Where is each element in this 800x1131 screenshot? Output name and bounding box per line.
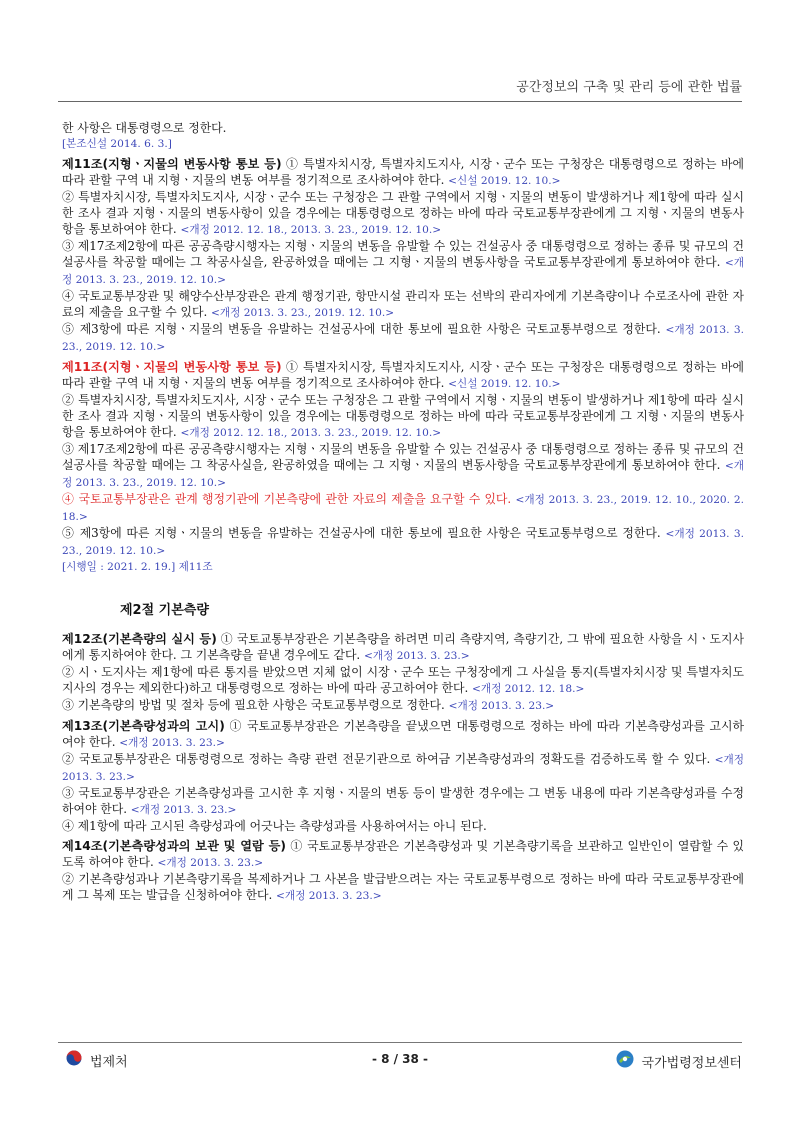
article-11-current-p1: 제11조(지형ㆍ지물의 변동사항 통보 등) ① 특별자치시장, 특별자치도지사, 시장ㆍ군수 또는 구청장은 대통령령으로 정하는 바에 따라 관할 구역 내 지형ㆍ지물의 변동 여부를 정기적으로 조사하여야 한다. <신설 2019. 12. 10.> [62, 157, 744, 187]
article-12-p2: ② 시ㆍ도지사는 제1항에 따른 통지를 받았으면 지체 없이 시장ㆍ군수 또는 구청장에게 그 사실을 통지(특별자치시장 및 특별자치도지사의 경우는 제외한다)하고 대통령령으로 정하는 바에 따라 공고하여야 한다. <개정 2012. 12. 18.> [62, 665, 744, 695]
prev-article-note: [본조신설 2014. 6. 3.] [62, 138, 172, 150]
article-title: 제14조(기본측량성과의 보관 및 열람 등) [62, 839, 286, 853]
effective-date-note: [시행일 : 2021. 2. 19.] 제11조 [62, 561, 213, 573]
article-11-current-p4: ④ 국토교통부장관 및 해양수산부장관은 관계 행정기관, 항만시설 관리자 또는 선박의 관리자에게 기본측량이나 수로조사에 관한 자료의 제출을 요구할 수 있다. <개정 2013. 3. 23., 2019. 12. 10.> [62, 289, 744, 319]
article-12-p1: 제12조(기본측량의 실시 등) ① 국토교통부장관은 기본측량을 하려면 미리 측량지역, 측량기간, 그 밖에 필요한 사항을 시ㆍ도지사에게 통지하여야 한다. 그 기본측량을 끝낸 경우에도 같다. <개정 2013. 3. 23.> [62, 632, 744, 662]
section-heading: 제2절 기본측량 [120, 603, 209, 618]
article-11-current-p3: ③ 제17조제2항에 따른 공공측량시행자는 지형ㆍ지물의 변동을 유발할 수 있는 건설공사 중 대통령령으로 정하는 종류 및 규모의 건설공사를 착공할 때에는 그 착공사실을, 완공하였을 때에는 그 지형ㆍ지물의 변동사항을 국토교통부장관에게 통보하여야 한다. <개정 2013. 3. 23., 2019. 12. 10.> [62, 239, 744, 286]
footer-right-text: 국가법령정보센터 [641, 1055, 742, 1071]
article-11-amended-p2: ② 특별자치시장, 특별자치도지사, 시장ㆍ군수 또는 구청장은 그 관할 구역에서 지형ㆍ지물의 변동이 발생하거나 제1항에 따라 실시한 조사 결과 지형ㆍ지물의 변동사항이 있을 경우에는 대통령령으로 정하는 바에 따라 국토교통부장관에게 그 지형ㆍ지물의 변동사항을 통보하여야 한다. <개정 2012. 12. 18., 2013. 3. 23., 2019. 12. 10.> [62, 393, 744, 439]
article-14-p1: 제14조(기본측량성과의 보관 및 열람 등) ① 국토교통부장관은 기본측량성과 및 기본측량기록을 보관하고 일반인이 열람할 수 있도록 하여야 한다. <개정 2013. 3. 23.> [62, 839, 744, 869]
prev-article-tail: 한 사항은 대통령령으로 정한다. [62, 121, 227, 135]
article-14-p2: ② 기본측량성과나 기본측량기록을 복제하거나 그 사본을 발급받으려는 자는 국토교통부령으로 정하는 바에 따라 국토교통부장관에게 그 복제 또는 발급을 신청하여야 한다. <개정 2013. 3. 23.> [62, 872, 744, 902]
article-12-p3: ③ 기본측량의 방법 및 절차 등에 필요한 사항은 국토교통부령으로 정한다. <개정 2013. 3. 23.> [62, 698, 555, 712]
article-13-p3: ③ 국토교통부장관은 기본측량성과를 고시한 후 지형ㆍ지물의 변동 등이 발생한 경우에는 그 변동 내용에 따라 기본측량성과를 수정하여야 한다. <개정 2013. 3. 23.> [62, 786, 744, 816]
article-11-current-p2: ② 특별자치시장, 특별자치도지사, 시장ㆍ군수 또는 구청장은 그 관할 구역에서 지형ㆍ지물의 변동이 발생하거나 제1항에 따라 실시한 조사 결과 지형ㆍ지물의 변동사항이 있을 경우에는 대통령령으로 정하는 바에 따라 국토교통부장관에게 그 지형ㆍ지물의 변동사항을 통보하여야 한다. <개정 2012. 12. 18., 2013. 3. 23., 2019. 12. 10.> [62, 190, 744, 236]
running-header: 공간정보의 구축 및 관리 등에 관한 법률 [516, 80, 742, 95]
article-11-current-p5: ⑤ 제3항에 따른 지형ㆍ지물의 변동을 유발하는 건설공사에 대한 통보에 필요한 사항은 국토교통부령으로 정한다. <개정 2013. 3. 23., 2019. 12. 10.> [62, 322, 744, 353]
article-13-p1: 제13조(기본측량성과의 고시) ① 국토교통부장관은 기본측량을 끝냈으면 대통령령으로 정하는 바에 따라 기본측량성과를 고시하여야 한다. <개정 2013. 3. 23.> [62, 719, 744, 749]
page-number: - 8 / 38 - [371, 1052, 429, 1066]
article-title: 제12조(기본측량의 실시 등) [62, 632, 217, 646]
article-11-amended-p5: ⑤ 제3항에 따른 지형ㆍ지물의 변동을 유발하는 건설공사에 대한 통보에 필요한 사항은 국토교통부령으로 정한다. <개정 2013. 3. 23., 2019. 12. 10.> [62, 526, 744, 557]
article-title-amended: 제11조(지형ㆍ지물의 변동사항 통보 등) [62, 360, 282, 374]
article-13-p2: ② 국토교통부장관은 대통령령으로 정하는 측량 관련 전문기관으로 하여금 기본측량성과의 정확도를 검증하도록 할 수 있다. <개정 2013. 3. 23.> [62, 752, 744, 783]
footer-divider [58, 1042, 742, 1043]
header-divider [58, 101, 742, 102]
article-11-amended-p3: ③ 제17조제2항에 따른 공공측량시행자는 지형ㆍ지물의 변동을 유발할 수 있는 건설공사 중 대통령령으로 정하는 종류 및 규모의 건설공사를 착공할 때에는 그 착공사실을, 완공하였을 때에는 그 지형ㆍ지물의 변동사항을 국토교통부장관에게 통보하여야 한다. <개정 2013. 3. 23., 2019. 12. 10.> [62, 442, 744, 489]
law-text [62, 120, 744, 904]
article-13-p4: ④ 제1항에 따라 고시된 측량성과에 어긋나는 측량성과를 사용하여서는 아니 된다. [62, 819, 487, 833]
article-title: 제11조(지형ㆍ지물의 변동사항 통보 등) [62, 157, 282, 171]
article-11-amended-p1: 제11조(지형ㆍ지물의 변동사항 통보 등) ① 특별자치시장, 특별자치도지사, 시장ㆍ군수 또는 구청장은 대통령령으로 정하는 바에 따라 관할 구역 내 지형ㆍ지물의 변동 여부를 정기적으로 조사하여야 한다. <신설 2019. 12. 10.> [62, 360, 744, 390]
article-title: 제13조(기본측량성과의 고시) [62, 719, 225, 733]
klic-logo-icon [616, 1050, 634, 1072]
footer-left-text: 법제처 [90, 1054, 128, 1070]
footer-publisher [616, 1050, 742, 1072]
amended-clause: ④ 국토교통부장관은 관계 행정기관에 기본측량에 관한 자료의 제출을 요구할 수 있다. [62, 492, 516, 506]
article-11-amended-p4: ④ 국토교통부장관은 관계 행정기관에 기본측량에 관한 자료의 제출을 요구할 수 있다. <개정 2013. 3. 23., 2019. 12. 10., 2020. 2. 18.> [62, 492, 744, 523]
